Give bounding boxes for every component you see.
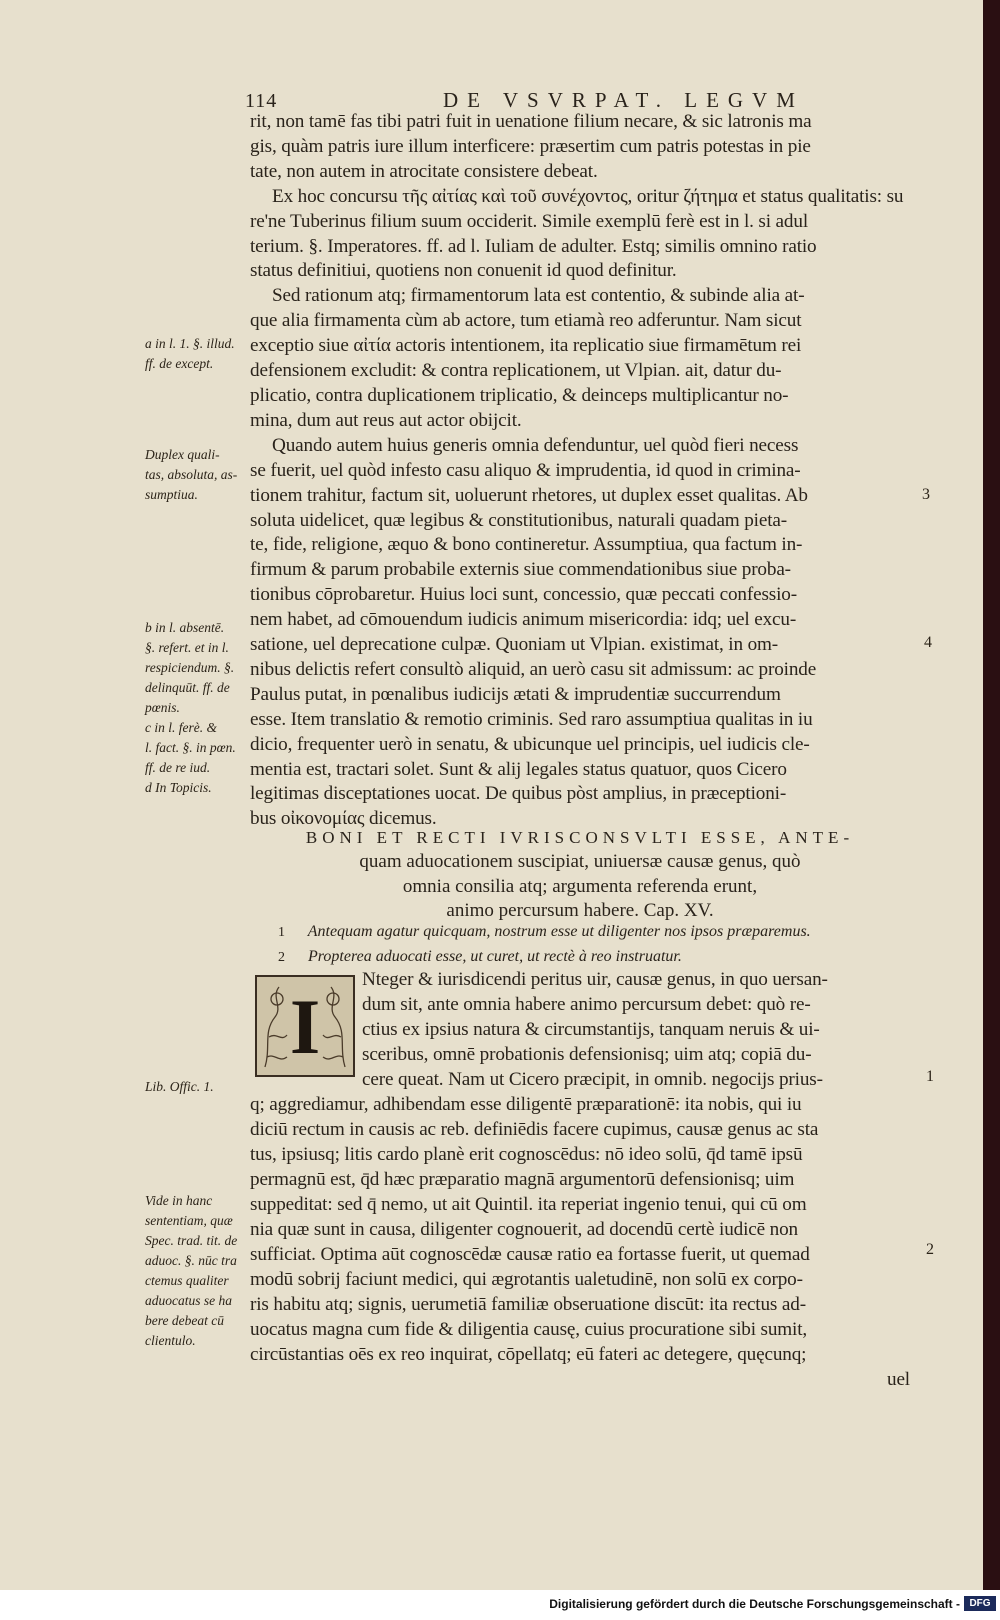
text-line: tus, ipsiusq; litis cardo planè erit cognoscēdus: nō ideo solū, q̄d tamē ipsū (250, 1144, 803, 1165)
text-line: terium. §. Imperatores. ff. ad l. Iuliam de adulter. Estq; similis omnino ratio (250, 235, 817, 257)
page-edge-strip (983, 0, 1000, 1590)
text-line: tionem trahitur, factum sit, uoluerunt rhetores, ut duplex esset qualitas. Ab (250, 484, 808, 506)
text-line: plicatio, contra duplicationem triplicatio, & deinceps multiplicantur no- (250, 384, 789, 406)
margin-note-line: tas, absoluta, as- (145, 467, 238, 482)
margin-note-d (145, 778, 245, 798)
footer-bar (0, 1590, 1000, 1620)
margin-note-vide (145, 1191, 245, 1351)
text-line: diciū rectum in causis ac reb. definiēdis facere cupimus, causæ genus ac sta (250, 1119, 819, 1140)
margin-note-line: pœnis. (145, 700, 180, 715)
margin-note-line: Duplex quali- (145, 447, 220, 462)
dfg-logo-icon: DFG (964, 1596, 996, 1611)
margin-note-lib-offic (145, 1077, 245, 1097)
text-line: dicio, frequenter uerò in senatu, & ubicunque uel principis, uel iudicis cle- (250, 733, 810, 755)
chapter-summary (278, 920, 898, 970)
margin-note-line: respiciendum. §. (145, 660, 235, 675)
text-line: se fuerit, uel quòd infesto casu aliquo & imprudentia, id quod in crimina- (250, 459, 801, 481)
text-line: uocatus magna cum fide & diligentia causę, cuius procuratione sibi sumit, (250, 1319, 808, 1340)
summary-text: Propterea aduocati esse, ut curet, ut rectè à reo instruatur. (308, 948, 682, 965)
text-line: circūstantias oēs ex reo inquirat, cōpellatq; eū fateri ac detegere, quęcunq; (250, 1344, 807, 1365)
margin-note-line: delinquūt. ff. de (145, 680, 230, 695)
footer-credit: Digitalisierung gefördert durch die Deutsche Forschungsgemeinschaft - (549, 1597, 960, 1611)
summary-number: 1 (278, 925, 285, 940)
margin-note-line: l. fact. §. in pœn. (145, 740, 236, 755)
text-line: Nteger & iurisdicendi peritus uir, causæ genus, in quo uersan- (362, 969, 828, 990)
text-line: mentia est, tractari solet. Sunt & alij legales status quatuor, quos Cicero (250, 758, 787, 780)
text-line: suppeditat: sed q̄ nemo, ut ait Quintil. ita reperiat ingenio tenui, qui cū om (250, 1194, 807, 1215)
text-line: nia quæ sunt in causa, diligenter cognouerit, ad docendū certè iudicē non (250, 1219, 798, 1240)
margin-note-duplex (145, 445, 245, 505)
paragraph-number: 4 (924, 634, 932, 651)
chapter-heading-line: animo percursum habere. Cap. XV. (446, 900, 714, 921)
text-line: sceribus, omnē probationis defensionisq; uim atq; copiā du- (362, 1044, 812, 1065)
margin-note-c (145, 718, 245, 778)
margin-note-line: bere debeat cū (145, 1313, 224, 1328)
margin-note-b (145, 618, 245, 718)
text-line: mina, dum aut reus aut actor obijcit. (250, 409, 522, 431)
text-line: nibus delictis refert consultò aliquid, an uerò casu sit admissum: ac proinde (250, 658, 817, 680)
paragraph-number: 3 (922, 486, 930, 503)
margin-note-line: ff. de except. (145, 356, 214, 371)
text-line: sufficiat. Optima aūt cognoscēdæ causæ ratio ea fortasse fuerit, ut quemad (250, 1244, 810, 1265)
body-text (250, 110, 910, 832)
text-line: Quando autem huius generis omnia defenduntur, uel quòd fieri necess (272, 434, 799, 456)
chapter-heading-line: omnia consilia atq; argumenta referenda erunt, (402, 875, 758, 897)
margin-note-line: ctemus qualiter (145, 1273, 229, 1288)
text-line: que alia firmamenta cùm ab actore, tum etiamà reo adferuntur. Nam sicut (250, 310, 802, 332)
text-line: tionibus cōprobaretur. Huius loci sunt, concessio, quæ peccati confessio- (250, 584, 797, 606)
text-line: defensionem excludit: & contra replicationem, ut Vlpian. ait, datur du- (250, 360, 782, 382)
text-line: ctius ex ipsius natura & circumstantijs, tanquam neruis & ui- (362, 1019, 820, 1040)
margin-note-line: Vide in hanc (145, 1193, 213, 1208)
text-line: te, fide, religione, æquo & bono contineretur. Assumptiua, qua factum in- (250, 534, 803, 556)
margin-note-line: c in l. ferè. & (145, 720, 217, 735)
chapter-heading (250, 826, 910, 924)
text-line: satione, uel deprecatione culpæ. Quoniam ut Vlpian. existimat, in om- (250, 634, 779, 656)
text-line: dum sit, ante omnia habere animo percursum debet: quò re- (362, 994, 811, 1015)
text-line: permagnū est, q̄d hæc præparatio magnā argumentorū defensionisq; uim (250, 1169, 795, 1190)
margin-note-line: b in l. absentē. (145, 620, 225, 635)
chapter-heading-line: quam aduocationem suscipiat, uniuersæ causæ genus, quò (359, 851, 801, 872)
text-line: soluta uidelicet, quæ legibus & constitutionibus, naturali quadam pieta- (250, 509, 788, 531)
text-line: re'ne Tuberinus filium suum occiderit. Simile exemplū ferè est in l. si adul (250, 210, 808, 232)
text-line: exceptio siue αἰτία actoris intentionem, ita replicatio siue firmamētum rei (250, 335, 802, 357)
summary-item (278, 920, 898, 945)
page-number: 114 (245, 90, 278, 112)
text-line: q; aggrediamur, adhibendam esse diligentē præparationē: ita nobis, qui iu (250, 1094, 802, 1115)
text-line: Paulus putat, in pœnalibus iudicijs ætati & imprudentiæ succurrendum (250, 683, 781, 705)
catchword: uel (887, 1369, 910, 1390)
text-line: tate, non autem in atrocitate consistere debeat. (250, 160, 598, 182)
margin-note-line: sumptiua. (145, 487, 198, 502)
text-line: Ex hoc concursu τῆς αἰτίας καὶ τοῦ συνέχοντος, oritur ζήτημα et status qualitatis: su (272, 185, 904, 207)
text-line: nem habet, ad cōmouendum iudicis animum misericordia: idq; uel excu- (250, 609, 797, 631)
text-line: Sed rationum atq; firmamentorum lata est contentio, & subinde alia at- (272, 285, 805, 307)
text-line: esse. Item translatio & remotio criminis. Sed raro assumptiua qualitas in iu (250, 708, 813, 730)
summary-number: 2 (278, 950, 285, 965)
paragraph-number: 1 (926, 1068, 934, 1085)
margin-note-line: sententiam, quæ (145, 1213, 233, 1228)
text-line: status definitiui, quotiens non conuenit id quod definitur. (250, 260, 677, 282)
initial-letter: I (289, 983, 321, 1070)
running-head: DE VSVRPAT. LEGVM (443, 88, 804, 112)
text-line: bus οἰκονομίας dicemus. (250, 808, 437, 830)
text-line: gis, quàm patris iure illum interficere: præsertim cum patris potestas in pie (250, 135, 811, 157)
margin-note-line: d In Topicis. (145, 780, 212, 795)
margin-note-line: Lib. Offic. 1. (145, 1079, 214, 1094)
margin-note-line: a in l. 1. §. illud. (145, 336, 235, 351)
summary-text: Antequam agatur quicquam, nostrum esse ut diligenter nos ipsos præparemus. (307, 923, 811, 940)
text-line: legitimas disceptationes uocat. De quibus pòst amplius, in præceptioni- (250, 783, 787, 805)
margin-note-line: aduocatus se ha (145, 1293, 232, 1308)
paragraph-number: 2 (926, 1241, 934, 1258)
margin-note-line: Spec. trad. tit. de (145, 1233, 238, 1248)
margin-note-line: ff. de re iud. (145, 760, 211, 775)
text-line: firmum & parum probabile externis siue commendationibus siue proba- (250, 559, 791, 581)
margin-note-line: §. refert. et in l. (145, 640, 229, 655)
chapter-heading-line: BONI ET RECTI IVRISCONSVLTI ESSE, ANTE- (305, 828, 855, 847)
chapter-text (250, 967, 910, 1392)
text-line: rit, non tamē fas tibi patri fuit in uenatione filium necare, & sic latronis ma (250, 111, 812, 132)
margin-note-line: aduoc. §. nūc tra (145, 1253, 237, 1268)
text-line: modū sobrij faciunt medici, qui ægrotantis ualetudinē, non solū ex corpo- (250, 1269, 803, 1290)
margin-note-a (145, 334, 245, 374)
margin-note-line: clientulo. (145, 1333, 196, 1348)
text-line: cere queat. Nam ut Cicero præcipit, in omnib. negocijs prius- (362, 1069, 823, 1090)
text-line: ris habitu atq; signis, uerumetiā familiæ obseruatione discūt: ita rectus ad- (250, 1294, 806, 1315)
